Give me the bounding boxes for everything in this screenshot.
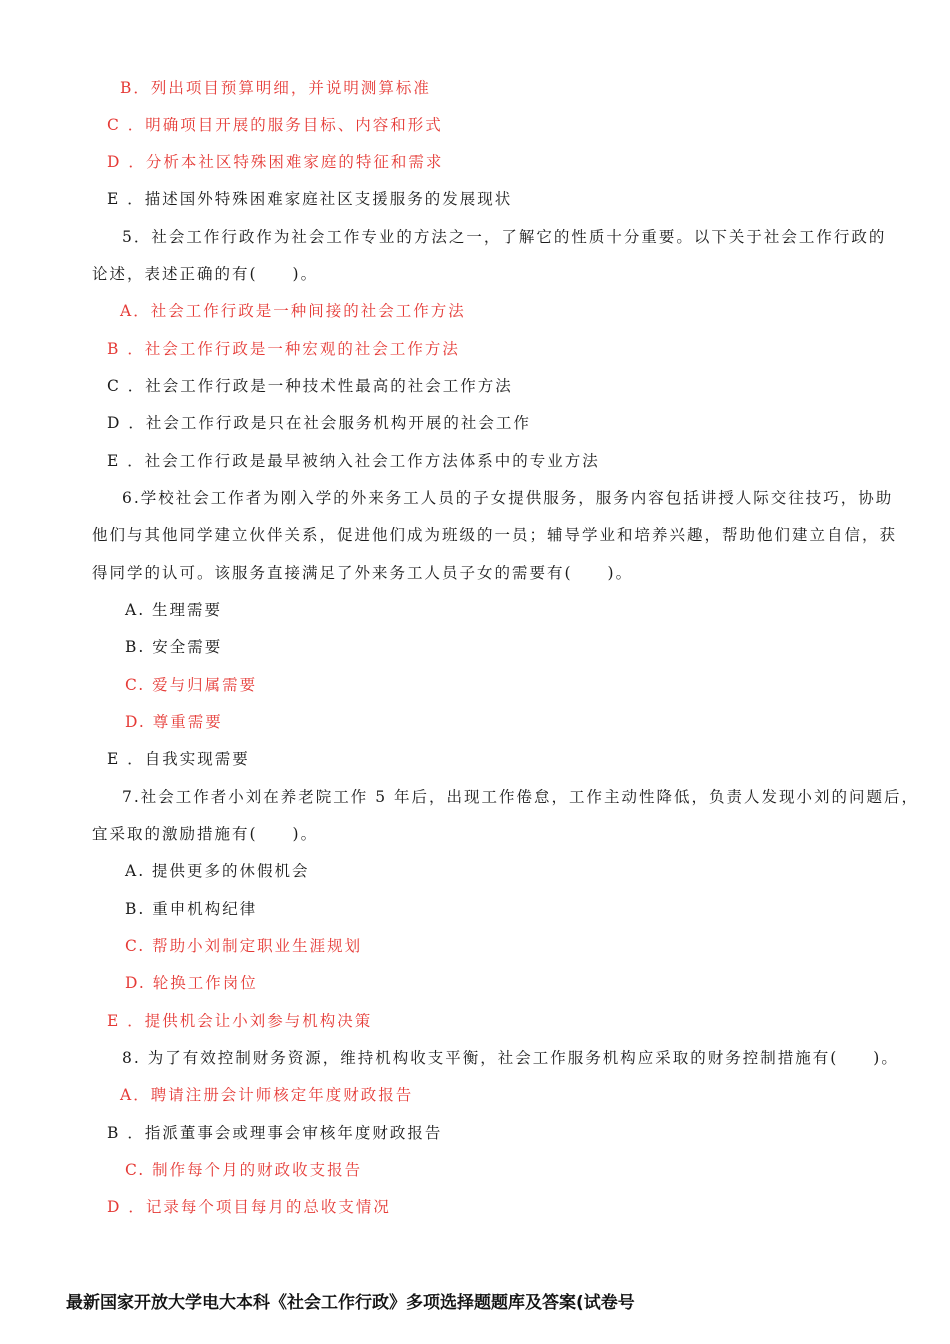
option-line: A. 提供更多的休假机会 [125,862,310,880]
footer-title: 最新国家开放大学电大本科《社会工作行政》多项选择题题库及答案(试卷号 [66,1293,635,1313]
question-line: 6.学校社会工作者为刚入学的外来务工人员的子女提供服务，服务内容包括讲授人际交往技巧，协助 [122,489,894,507]
option-line: E ．社会工作行政是最早被纳入社会工作方法体系中的专业方法 [107,452,600,470]
option-line: B. 重申机构纪律 [125,900,258,918]
option-line: D ．分析本社区特殊困难家庭的特征和需求 [107,153,444,171]
question-line: 5．社会工作行政作为社会工作专业的方法之一，了解它的性质十分重要。以下关于社会工作行政的 [122,228,887,246]
option-line: D ．记录每个项目每月的总收支情况 [107,1198,391,1216]
option-line: E ．描述国外特殊困难家庭社区支援服务的发展现状 [107,190,513,208]
option-line: D. 尊重需要 [125,713,223,731]
option-line: B．列出项目预算明细，并说明测算标准 [120,79,431,97]
question-line: 论述，表述正确的有( )。 [92,265,319,283]
option-line: A. 生理需要 [125,601,223,619]
option-line: C ．社会工作行政是一种技术性最高的社会工作方法 [107,377,513,395]
question-line: 宜采取的激励措施有( )。 [92,825,319,843]
option-line: D ．社会工作行政是只在社会服务机构开展的社会工作 [107,414,531,432]
option-line: C. 制作每个月的财政收支报告 [125,1161,363,1179]
option-line: C. 爱与归属需要 [125,676,258,694]
option-line: A．社会工作行政是一种间接的社会工作方法 [120,302,466,320]
option-line: B. 安全需要 [125,638,223,656]
option-line: D. 轮换工作岗位 [125,974,258,992]
option-line: E ．提供机会让小刘参与机构决策 [107,1012,373,1030]
option-line: C. 帮助小刘制定职业生涯规划 [125,937,363,955]
question-line: 7.社会工作者小刘在养老院工作 5 年后，出现工作倦怠，工作主动性降低，负责人发现小刘的问题后， [122,788,920,806]
option-line: B ．指派董事会或理事会审核年度财政报告 [107,1124,443,1142]
option-line: C ．明确项目开展的服务目标、内容和形式 [107,116,443,134]
question-line: 8. 为了有效控制财务资源，维持机构收支平衡，社会工作服务机构应采取的财务控制措施有( )。 [122,1049,899,1067]
question-line: 得同学的认可。该服务直接满足了外来务工人员子女的需要有( )。 [92,564,634,582]
option-line: B ．社会工作行政是一种宏观的社会工作方法 [107,340,460,358]
question-line: 他们与其他同学建立伙伴关系，促进他们成为班级的一员；辅导学业和培养兴趣，帮助他们建立自信，获 [92,526,898,544]
option-line: E ．自我实现需要 [107,750,250,768]
option-line: A．聘请注册会计师核定年度财政报告 [120,1086,414,1104]
